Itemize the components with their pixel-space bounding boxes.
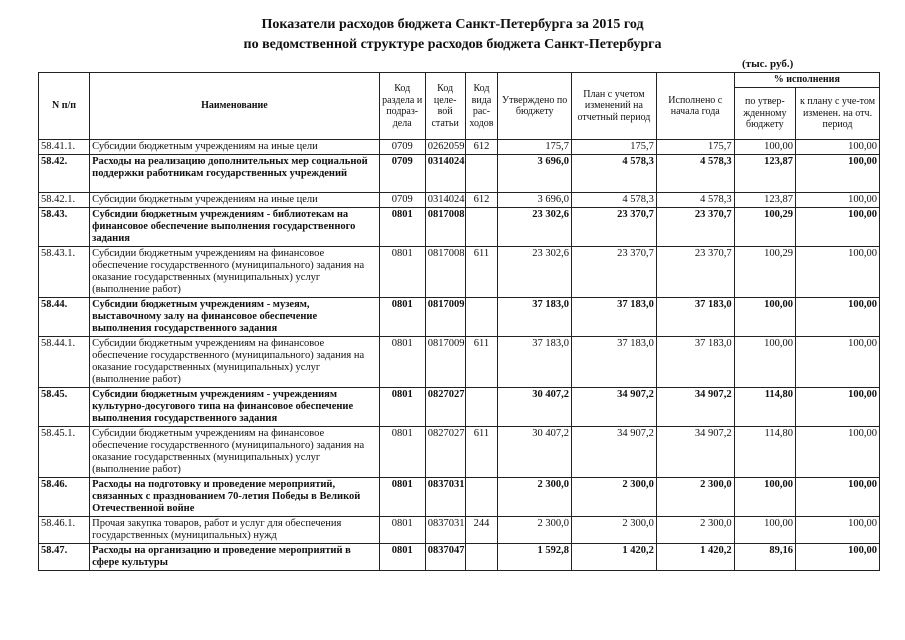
row-num: 58.44. (39, 298, 90, 337)
row-pct-approved: 89,16 (734, 544, 795, 571)
row-num: 58.45. (39, 388, 90, 427)
row-pct-approved: 100,00 (734, 517, 795, 544)
row-kind (465, 544, 498, 571)
table-row (39, 140, 880, 155)
row-kind: 611 (465, 247, 498, 298)
row-num: 58.43. (39, 208, 90, 247)
header-executed: Исполнено с начала года (656, 73, 734, 140)
row-article: 0827027 (425, 427, 465, 478)
header-percent-group: % исполнения (734, 73, 879, 88)
row-num: 58.42.1. (39, 193, 90, 208)
row-executed: 34 907,2 (656, 388, 734, 427)
table-row (39, 478, 880, 517)
row-pct-approved: 100,29 (734, 208, 795, 247)
row-executed: 2 300,0 (656, 478, 734, 517)
row-plan: 2 300,0 (571, 517, 656, 544)
row-num: 58.41.1. (39, 140, 90, 155)
row-kind (465, 155, 498, 193)
table-row (39, 388, 880, 427)
row-pct-approved: 100,29 (734, 247, 795, 298)
row-executed: 4 578,3 (656, 193, 734, 208)
row-pct-approved: 100,00 (734, 298, 795, 337)
row-pct-approved: 100,00 (734, 140, 795, 155)
row-name: Субсидии бюджетным учреждениям - учреждениям культурно-досугового типа на финансовое обеспечение выполнения государственного задания (90, 388, 380, 427)
row-section: 0801 (379, 208, 425, 247)
row-kind (465, 388, 498, 427)
row-executed: 34 907,2 (656, 427, 734, 478)
row-pct-plan: 100,00 (796, 208, 880, 247)
row-approved: 37 183,0 (498, 298, 572, 337)
row-name: Прочая закупка товаров, работ и услуг для обеспечения государственных (муниципальных) нужд (90, 517, 380, 544)
row-article: 0837031 (425, 517, 465, 544)
row-kind (465, 298, 498, 337)
row-article: 0817008 (425, 247, 465, 298)
row-executed: 23 370,7 (656, 247, 734, 298)
header-article: Код целе-вой статьи (425, 73, 465, 140)
row-article: 0827027 (425, 388, 465, 427)
row-pct-approved: 123,87 (734, 193, 795, 208)
header-num: N п/п (39, 73, 90, 140)
row-plan: 23 370,7 (571, 208, 656, 247)
row-pct-plan: 100,00 (796, 517, 880, 544)
row-section: 0801 (379, 247, 425, 298)
row-article: 0314024 (425, 193, 465, 208)
row-approved: 2 300,0 (498, 478, 572, 517)
header-approved: Утверждено по бюджету (498, 73, 572, 140)
row-executed: 37 183,0 (656, 298, 734, 337)
header-section: Код раздела и подраз-дела (379, 73, 425, 140)
row-name: Субсидии бюджетным учреждениям на финансовое обеспечение государственного (муниципального) задания на оказание государственных (муниципальных) услуг (выполнение работ) (90, 427, 380, 478)
row-name: Субсидии бюджетным учреждениям на финансовое обеспечение государственного (муниципального) задания на оказание государственных (муниципальных) услуг (выполнение работ) (90, 247, 380, 298)
row-pct-plan: 100,00 (796, 298, 880, 337)
row-approved: 23 302,6 (498, 208, 572, 247)
row-num: 58.42. (39, 155, 90, 193)
row-pct-plan: 100,00 (796, 247, 880, 298)
row-section: 0709 (379, 193, 425, 208)
row-section: 0801 (379, 298, 425, 337)
row-pct-plan: 100,00 (796, 155, 880, 193)
report-subtitle: по ведомственной структуре расходов бюджета Санкт-Петербурга (243, 37, 662, 52)
row-section: 0709 (379, 140, 425, 155)
budget-table (38, 72, 880, 571)
row-section: 0801 (379, 337, 425, 388)
table-row (39, 155, 880, 193)
row-pct-approved: 100,00 (734, 478, 795, 517)
row-pct-plan: 100,00 (796, 140, 880, 155)
row-executed: 175,7 (656, 140, 734, 155)
table-row (39, 247, 880, 298)
table-row (39, 298, 880, 337)
units-label: (тыс. руб.) (742, 58, 794, 70)
row-plan: 37 183,0 (571, 337, 656, 388)
row-section: 0709 (379, 155, 425, 193)
row-pct-approved: 100,00 (734, 337, 795, 388)
row-kind: 612 (465, 140, 498, 155)
row-pct-plan: 100,00 (796, 478, 880, 517)
header-name: Наименование (90, 73, 380, 140)
table-row (39, 427, 880, 478)
row-plan: 4 578,3 (571, 155, 656, 193)
row-num: 58.46.1. (39, 517, 90, 544)
row-executed: 2 300,0 (656, 517, 734, 544)
row-article: 0262059 (425, 140, 465, 155)
row-name: Субсидии бюджетным учреждениям - музеям, выставочному залу на финансовое обеспечение выполнения государственного задания (90, 298, 380, 337)
row-plan: 34 907,2 (571, 427, 656, 478)
header-pct-plan: к плану с уче-том изменен. на отч. период (796, 88, 880, 140)
row-executed: 1 420,2 (656, 544, 734, 571)
row-pct-plan: 100,00 (796, 337, 880, 388)
table-row (39, 337, 880, 388)
row-kind: 611 (465, 427, 498, 478)
row-kind: 612 (465, 193, 498, 208)
row-pct-approved: 114,80 (734, 388, 795, 427)
row-approved: 2 300,0 (498, 517, 572, 544)
row-section: 0801 (379, 388, 425, 427)
row-approved: 30 407,2 (498, 388, 572, 427)
row-approved: 1 592,8 (498, 544, 572, 571)
row-name: Субсидии бюджетным учреждениям - библиотекам на финансовое обеспечение выполнения государственного задания (90, 208, 380, 247)
row-approved: 3 696,0 (498, 193, 572, 208)
table-row (39, 544, 880, 571)
row-article: 0837031 (425, 478, 465, 517)
row-approved: 37 183,0 (498, 337, 572, 388)
row-section: 0801 (379, 544, 425, 571)
row-num: 58.46. (39, 478, 90, 517)
row-executed: 23 370,7 (656, 208, 734, 247)
row-name: Расходы на реализацию дополнительных мер социальной поддержки работникам государственных учреждений (90, 155, 380, 193)
row-name: Расходы на подготовку и проведение мероприятий, связанных с празднованием 70-летия Победы в Великой Отечественной войне (90, 478, 380, 517)
row-plan: 23 370,7 (571, 247, 656, 298)
row-pct-plan: 100,00 (796, 544, 880, 571)
row-pct-approved: 114,80 (734, 427, 795, 478)
row-executed: 37 183,0 (656, 337, 734, 388)
row-approved: 30 407,2 (498, 427, 572, 478)
row-article: 0817009 (425, 337, 465, 388)
row-article: 0314024 (425, 155, 465, 193)
row-plan: 34 907,2 (571, 388, 656, 427)
row-name: Субсидии бюджетным учреждениям на иные цели (90, 193, 380, 208)
row-plan: 175,7 (571, 140, 656, 155)
row-pct-plan: 100,00 (796, 427, 880, 478)
row-num: 58.44.1. (39, 337, 90, 388)
row-kind (465, 478, 498, 517)
row-approved: 23 302,6 (498, 247, 572, 298)
row-pct-approved: 123,87 (734, 155, 795, 193)
table-row (39, 193, 880, 208)
row-article: 0817008 (425, 208, 465, 247)
report-title: Показатели расходов бюджета Санкт-Петербурга за 2015 год (261, 17, 644, 32)
row-name: Субсидии бюджетным учреждениям на финансовое обеспечение государственного (муниципального) задания на оказание государственных (муниципальных) услуг (выполнение работ) (90, 337, 380, 388)
table-row (39, 517, 880, 544)
row-article: 0817009 (425, 298, 465, 337)
row-pct-plan: 100,00 (796, 388, 880, 427)
row-article: 0837047 (425, 544, 465, 571)
row-plan: 1 420,2 (571, 544, 656, 571)
row-approved: 175,7 (498, 140, 572, 155)
row-section: 0801 (379, 478, 425, 517)
row-kind (465, 208, 498, 247)
row-num: 58.47. (39, 544, 90, 571)
header-kind: Код вида рас-ходов (465, 73, 498, 140)
row-num: 58.43.1. (39, 247, 90, 298)
row-plan: 37 183,0 (571, 298, 656, 337)
table-row (39, 208, 880, 247)
row-section: 0801 (379, 517, 425, 544)
row-name: Расходы на организацию и проведение мероприятий в сфере культуры (90, 544, 380, 571)
row-plan: 2 300,0 (571, 478, 656, 517)
header-pct-approved: по утвер-жденному бюджету (734, 88, 795, 140)
row-approved: 3 696,0 (498, 155, 572, 193)
row-section: 0801 (379, 427, 425, 478)
row-num: 58.45.1. (39, 427, 90, 478)
row-kind: 244 (465, 517, 498, 544)
row-executed: 4 578,3 (656, 155, 734, 193)
row-kind: 611 (465, 337, 498, 388)
row-pct-plan: 100,00 (796, 193, 880, 208)
row-plan: 4 578,3 (571, 193, 656, 208)
header-plan: План с учетом изменений на отчетный период (571, 73, 656, 140)
row-name: Субсидии бюджетным учреждениям на иные цели (90, 140, 380, 155)
